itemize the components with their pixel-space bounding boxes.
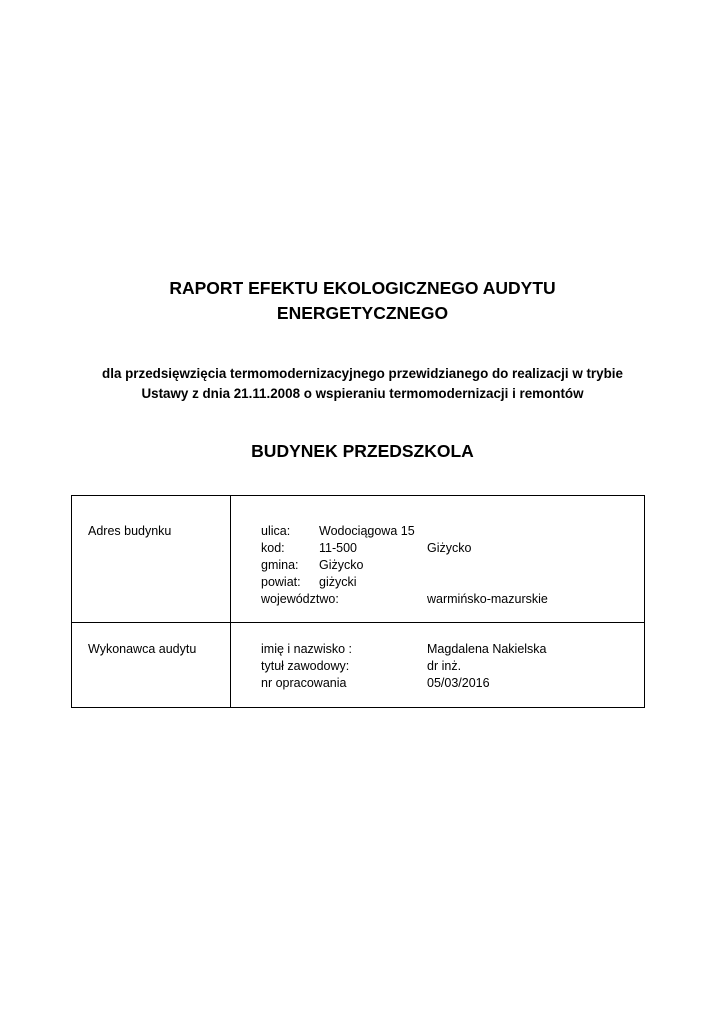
auditor-row	[72, 622, 644, 707]
commune-line	[261, 557, 644, 574]
city-value: Giżycko	[427, 541, 472, 555]
report-subtitle-line-2: Ustawy z dnia 21.11.2008 o wspieraniu termomodernizacji i remontów	[141, 386, 584, 401]
building-heading: BUDYNEK PRZEDSZKOLA	[251, 441, 474, 461]
info-table	[71, 495, 645, 708]
name-key: imię i nazwisko :	[261, 642, 352, 656]
street-value: Wodociągowa 15	[319, 524, 415, 538]
voivodeship-line	[261, 591, 644, 608]
report-subtitle	[0, 364, 725, 404]
street-line	[261, 523, 644, 540]
street-key: ulica:	[261, 524, 291, 538]
county-key: powiat:	[261, 575, 301, 589]
voivodeship-value: warmińsko-mazurskie	[427, 592, 548, 606]
code-line	[261, 540, 644, 557]
report-title-line-1: RAPORT EFEKTU EKOLOGICZNEGO AUDYTU	[169, 278, 556, 298]
report-subtitle-line-1: dla przedsięwzięcia termomodernizacyjnego przewidzianego do realizacji w trybie	[102, 366, 623, 381]
number-line	[261, 675, 644, 692]
name-line	[261, 641, 644, 658]
code-key: kod:	[261, 541, 285, 555]
name-value: Magdalena Nakielska	[427, 642, 547, 656]
county-line	[261, 574, 644, 591]
auditor-label: Wykonawca audytu	[72, 623, 231, 707]
title-line	[261, 658, 644, 675]
auditor-values	[231, 623, 644, 707]
address-label: Adres budynku	[72, 496, 231, 622]
title-value: dr inż.	[427, 659, 462, 673]
number-key: nr opracowania	[261, 676, 347, 690]
address-values	[231, 496, 644, 622]
number-value: 05/03/2016	[427, 676, 490, 690]
commune-value: Giżycko	[319, 558, 364, 572]
county-value: giżycki	[319, 575, 357, 589]
address-row	[72, 496, 644, 622]
code-value: 11-500	[319, 541, 357, 555]
title-key: tytuł zawodowy:	[261, 659, 350, 673]
report-title-line-2: ENERGETYCZNEGO	[276, 303, 449, 323]
voivodeship-key: województwo:	[261, 592, 339, 606]
commune-key: gmina:	[261, 558, 299, 572]
report-title	[0, 276, 725, 326]
